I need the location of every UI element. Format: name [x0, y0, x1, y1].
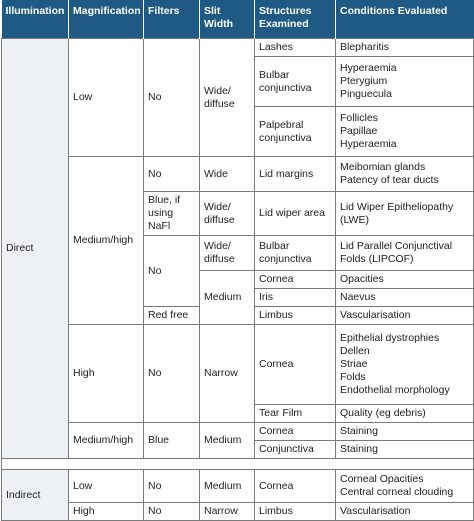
magnification-cell: Medium/high — [69, 157, 144, 325]
structure-cell: Iris — [255, 289, 336, 307]
filters-cell: Blue — [144, 423, 200, 459]
structure-cell: Tear Film — [255, 405, 336, 423]
slit-width-cell: Medium — [200, 423, 255, 459]
header-illumination: Illumination — [2, 0, 69, 39]
structure-cell: Conjunctiva — [255, 441, 336, 459]
condition-cell: Opacities — [336, 271, 474, 289]
condition-line: Pinguecula — [340, 88, 392, 100]
slit-width-cell: Medium — [200, 470, 255, 503]
condition-cell: Naevus — [336, 289, 474, 307]
table-row — [2, 325, 474, 405]
filters-cell: Red free — [144, 307, 200, 325]
structure-cell: Limbus — [255, 503, 336, 521]
header-slit-width: Slit Width — [200, 0, 255, 39]
illumination-cell: Direct — [2, 39, 69, 459]
condition-line: Epithelial dystrophies — [340, 332, 440, 344]
slit-width-cell: Wide/ diffuse — [200, 39, 255, 157]
filters-cell: No — [144, 325, 200, 423]
filters-cell: No — [144, 470, 200, 503]
magnification-cell: Low — [69, 470, 144, 503]
structure-cell: Lid wiper area — [255, 192, 336, 236]
structure-cell: Lid margins — [255, 157, 336, 192]
condition-cell — [336, 470, 474, 503]
magnification-cell: High — [69, 325, 144, 423]
table-row — [2, 503, 474, 521]
condition-cell — [336, 57, 474, 107]
structure-cell: Cornea — [255, 325, 336, 405]
condition-cell — [336, 107, 474, 157]
illumination-cell: Indirect — [2, 470, 69, 521]
header-magnification: Magnification — [69, 0, 144, 39]
slit-width-cell: Wide/ diffuse — [200, 192, 255, 236]
structure-cell: Limbus — [255, 307, 336, 325]
slit-width-cell: Narrow — [200, 325, 255, 423]
condition-line: Papillae — [340, 125, 378, 137]
condition-line: Striae — [340, 358, 368, 370]
condition-cell — [336, 157, 474, 192]
header-structures-examined: Structures Examined — [255, 0, 336, 39]
structure-cell: Cornea — [255, 423, 336, 441]
condition-line: Hyperaemia — [340, 62, 397, 74]
condition-line: Folds — [340, 371, 366, 383]
condition-line: Dellen — [340, 345, 370, 357]
condition-cell: Quality (eg debris) — [336, 405, 474, 423]
header-conditions-evaluated: Conditions Evaluated — [336, 0, 474, 39]
structure-cell: Lashes — [255, 39, 336, 57]
structure-cell: Bulbar conjunctiva — [255, 236, 336, 271]
condition-line: Meibomian glands — [340, 161, 426, 173]
condition-cell: Lid Wiper Epitheliopathy (LWE) — [336, 192, 474, 236]
filters-cell: No — [144, 503, 200, 521]
slit-width-cell: Narrow — [200, 503, 255, 521]
table-row — [2, 157, 474, 192]
condition-cell — [336, 325, 474, 405]
condition-cell: Staining — [336, 441, 474, 459]
slit-width-cell: Medium — [200, 271, 255, 325]
header-row — [2, 0, 474, 39]
slit-lamp-table — [1, 0, 474, 521]
condition-line: Hyperaemia — [340, 138, 397, 150]
magnification-cell: Medium/high — [69, 423, 144, 459]
condition-line: Endothelial morphology — [340, 384, 450, 396]
structure-cell: Cornea — [255, 271, 336, 289]
slit-width-cell: Wide — [200, 157, 255, 192]
condition-line: Pterygium — [340, 75, 388, 87]
condition-line: Follicles — [340, 112, 378, 124]
magnification-cell: Low — [69, 39, 144, 157]
table-row — [2, 423, 474, 441]
condition-cell: Staining — [336, 423, 474, 441]
gap-cell — [2, 459, 474, 470]
section-gap — [2, 459, 474, 470]
slit-width-cell: Wide/ diffuse — [200, 236, 255, 271]
condition-line: Corneal Opacities — [340, 473, 424, 485]
filters-cell: No — [144, 236, 200, 307]
structure-cell: Bulbar conjunctiva — [255, 57, 336, 107]
structure-cell: Cornea — [255, 470, 336, 503]
condition-cell: Vascularisation — [336, 503, 474, 521]
table-row — [2, 470, 474, 503]
structure-cell: Palpebral conjunctiva — [255, 107, 336, 157]
filters-cell: Blue, if using NaFl — [144, 192, 200, 236]
condition-line: Central corneal clouding — [340, 486, 454, 498]
magnification-cell: High — [69, 503, 144, 521]
condition-cell: Lid Parallel Conjunctival Folds (LIPCOF) — [336, 236, 474, 271]
condition-cell: Blepharitis — [336, 39, 474, 57]
condition-line: Patency of tear ducts — [340, 174, 439, 186]
condition-cell: Vascularisation — [336, 307, 474, 325]
filters-cell: No — [144, 157, 200, 192]
table-row — [2, 39, 474, 57]
header-filters: Filters — [144, 0, 200, 39]
filters-cell: No — [144, 39, 200, 157]
